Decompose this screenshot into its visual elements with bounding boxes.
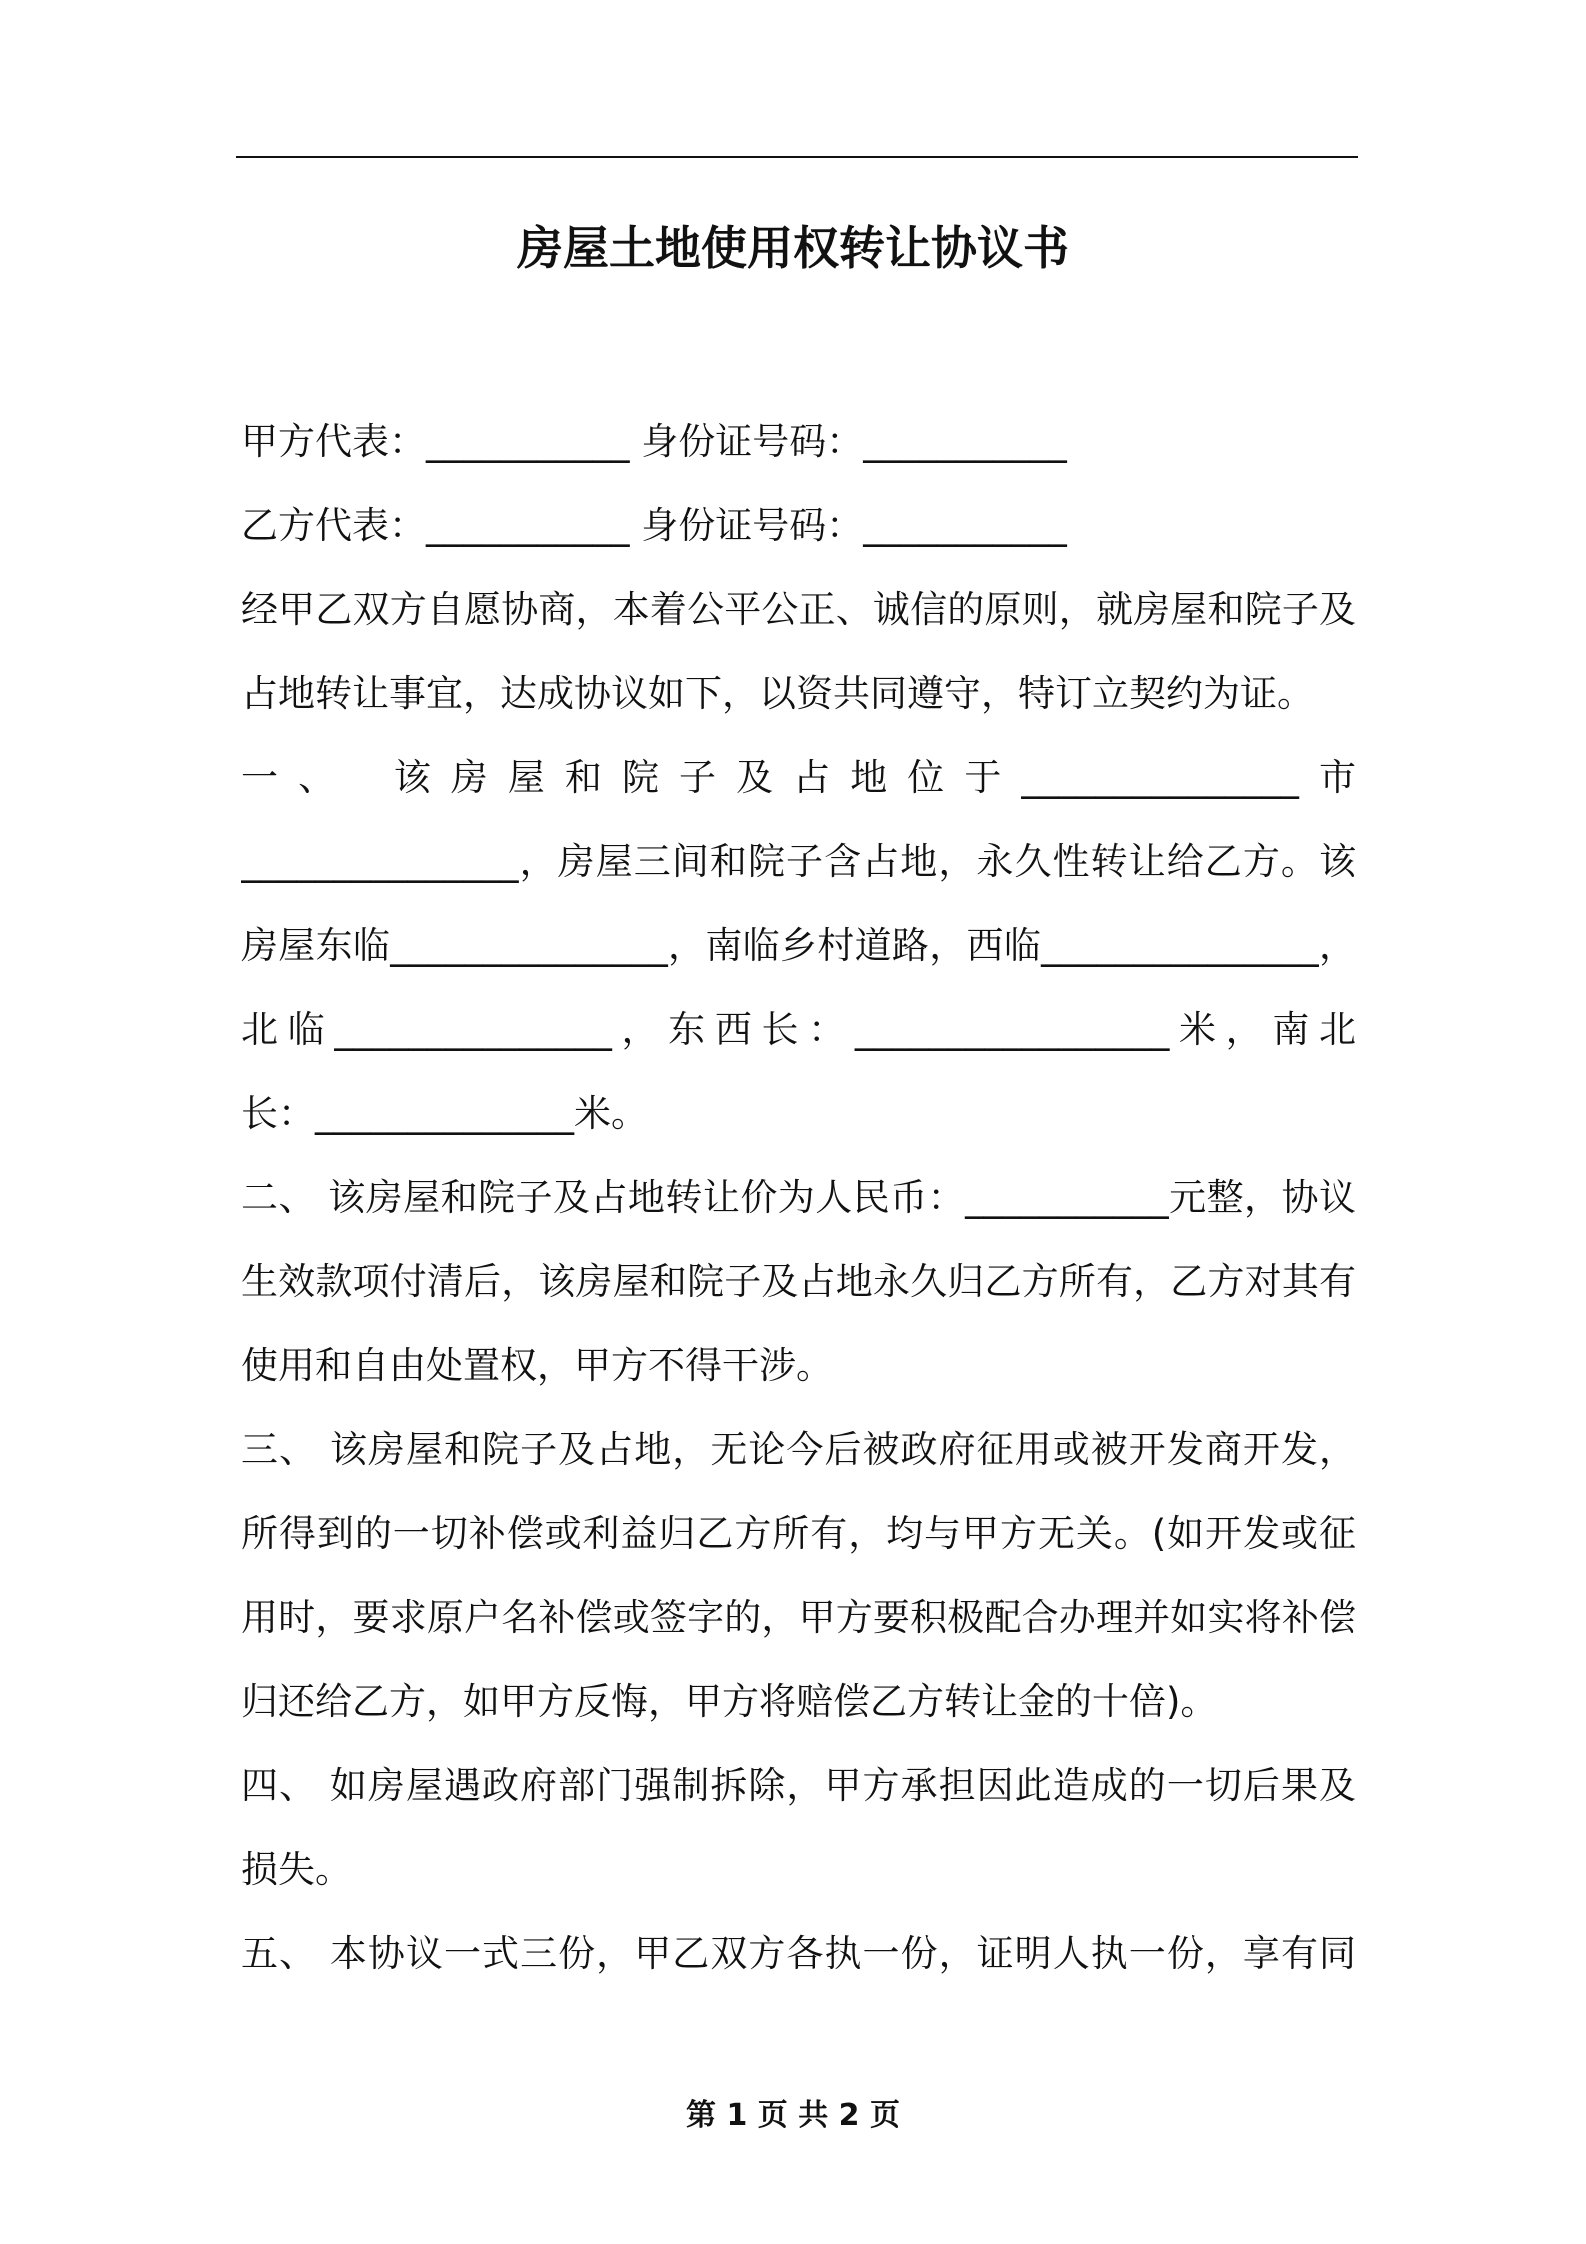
- clause-2-line: 使用和自由处置权，甲方不得干涉。: [241, 1344, 833, 1387]
- header-rule: [236, 156, 1358, 158]
- clause-5-line: 五、 本协议一式三份，甲乙双方各执一份，证明人执一份，享有同: [241, 1932, 1356, 1975]
- document-title: 房屋土地使用权转让协议书: [517, 221, 1069, 275]
- clause-2-line: 生效款项付清后，该房屋和院子及占地永久归乙方所有，乙方对其有: [241, 1260, 1356, 1303]
- clause-1-line: 北临_______________，东西长：_________________米，南北: [241, 1008, 1356, 1051]
- clause-1-line: 一、 该房屋和院子及占地位于_______________市: [241, 756, 1356, 799]
- clause-1-line: 长：______________米。: [241, 1092, 648, 1135]
- clause-1-line: 房屋东临_______________，南临乡村道路，西临_______________，: [241, 924, 1356, 967]
- clause-4-line: 四、 如房屋遇政府部门强制拆除，甲方承担因此造成的一切后果及: [241, 1764, 1356, 1807]
- clause-3-line: 三、 该房屋和院子及占地，无论今后被政府征用或被开发商开发，: [241, 1428, 1356, 1471]
- party-b-line: 乙方代表：___________ 身份证号码：___________: [241, 504, 1067, 547]
- intro-line: 经甲乙双方自愿协商，本着公平公正、诚信的原则，就房屋和院子及: [241, 588, 1356, 631]
- clause-4-line: 损失。: [241, 1848, 352, 1891]
- clause-3-line: 所得到的一切补偿或利益归乙方所有，均与甲方无关。(如开发或征: [241, 1512, 1356, 1555]
- party-block: [241, 400, 1356, 1996]
- clause-2-line: 二、 该房屋和院子及占地转让价为人民币：___________元整，协议: [241, 1176, 1356, 1219]
- intro-line: 占地转让事宜，达成协议如下，以资共同遵守，特订立契约为证。: [241, 672, 1314, 715]
- party-a-line: 甲方代表：___________ 身份证号码：___________: [241, 420, 1067, 463]
- clause-1-line: _______________，房屋三间和院子含占地，永久性转让给乙方。该: [241, 840, 1356, 883]
- clause-3-line: 用时，要求原户名补偿或签字的，甲方要积极配合办理并如实将补偿: [241, 1596, 1356, 1639]
- page-number: 第 1 页 共 2 页: [686, 2098, 900, 2133]
- clause-3-line: 归还给乙方，如甲方反悔，甲方将赔偿乙方转让金的十倍)。: [241, 1680, 1218, 1723]
